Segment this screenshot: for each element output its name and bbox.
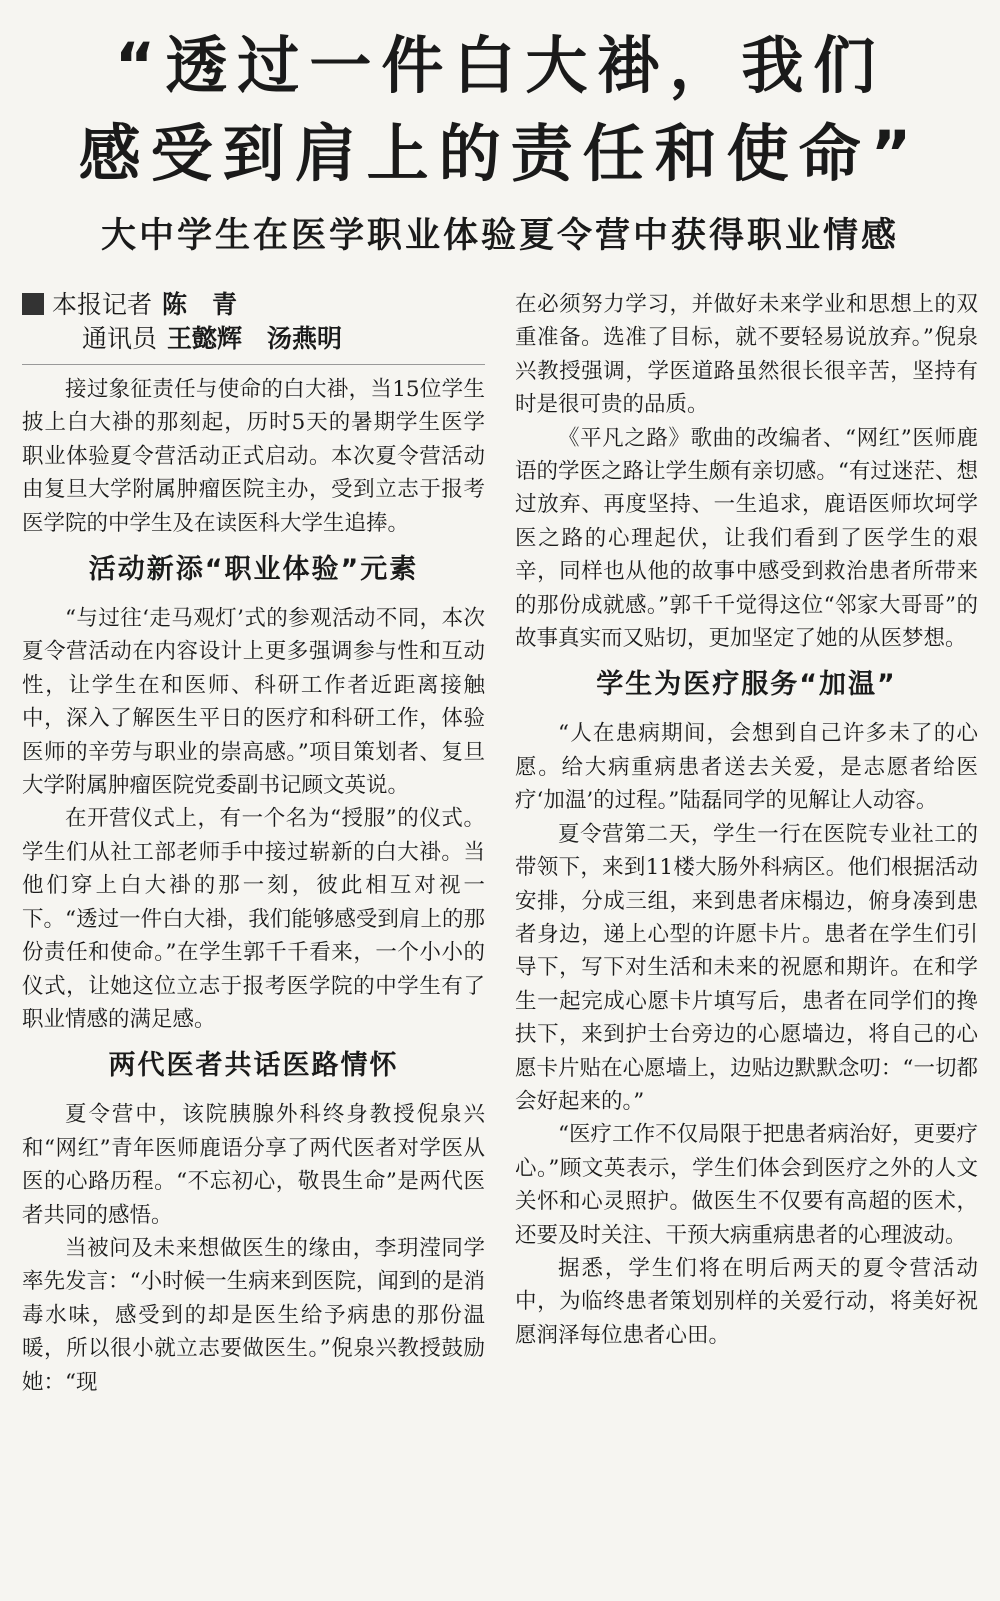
byline — [22, 288, 485, 365]
continued-paragraph: 在必须努力学习，并做好未来学业和思想上的双重准备。选准了目标，就不要轻易说放弃。”倪泉兴教授强调，学医道路虽然很长很辛苦，坚持有时是很可贵的品质。 — [515, 292, 978, 418]
subheadline: 大中学生在医学职业体验夏令营中获得职业情感 — [100, 216, 899, 256]
intro-paragraph: 接过象征责任与使命的白大褂，当15位学生披上白大褂的那刻起，历时5天的暑期学生医学职业体验夏令营活动正式启动。本次夏令营活动由复旦大学附属肿瘤医院主办，受到立志于报考医学院的中学生及在读医科大学生追捧。 — [22, 377, 485, 536]
correspondent-names: 王懿辉 汤燕明 — [167, 324, 343, 353]
reporter-name: 陈 青 — [162, 290, 238, 319]
section3-paragraph-2: 夏令营第二天，学生一行在医院专业社工的带领下，来到11楼大肠外科病区。他们根据活动安排，分成三组，来到患者床榻边，俯身凑到患者身边，递上心型的许愿卡片。患者在学生们引导下，写下对生活和未来的祝愿和期许。在和学生一起完成心愿卡片填写后，患者在同学们的搀扶下，来到护士台旁边的心愿墙边，将自己的心愿卡片贴在心愿墙上，边贴边默默念叨：“一切都会好起来的。” — [515, 821, 978, 1114]
reporter-label: 本报记者 — [52, 290, 153, 319]
correspondent-label: 通讯员 — [82, 324, 158, 353]
section1-paragraph-2: 在开营仪式上，有一个名为“授服”的仪式。学生们从社工部老师手中接过崭新的白大褂。当他们穿上白大褂的那一刻，彼此相互对视一下。“透过一件白大褂，我们能够感受到肩上的那份责任和使命。”在学生郭千千看来，一个小小的仪式，让她这位立志于报考医学院的中学生有了职业情感的满足感。 — [22, 806, 485, 1032]
headline-line-1: “透过一件白大褂，我们 — [114, 29, 886, 102]
section3-paragraph-1: “人在患病期间，会想到自己许多未了的心愿。给大病重病患者送去关爱，是志愿者给医疗‘加温’的过程。”陆磊同学的见解让人动容。 — [515, 721, 978, 814]
section-heading-1: 活动新添“职业体验”元素 — [88, 554, 419, 586]
section1-paragraph-1: “与过往‘走马观灯’式的参观活动不同，本次夏令营活动在内容设计上更多强调参与性和互动性，让学生在和医师、科研工作者近距离接触中，深入了解医生平日的医疗和科研工作，体验医师的辛劳与职业的崇高感。”项目策划者、复旦大学附属肿瘤医院党委副书记顾文英说。 — [22, 606, 485, 799]
headline — [22, 0, 978, 198]
right-column — [515, 288, 978, 1399]
byline-reporter — [22, 288, 485, 322]
headline-line-2: 感受到肩上的责任和使命” — [78, 117, 922, 190]
article-body — [22, 288, 978, 1399]
section2-paragraph-1: 夏令营中，该院胰腺外科终身教授倪泉兴和“网红”青年医师鹿语分享了两代医者对学医从医的心路历程。“不忘初心，敬畏生命”是两代医者共同的感悟。 — [22, 1102, 485, 1228]
section2-paragraph-3: 《平凡之路》歌曲的改编者、“网红”医师鹿语的学医之路让学生颇有亲切感。“有过迷茫、想过放弃、再度坚持、一生追求，鹿语医师坎坷学医之路的心理起伏，让我们看到了医学生的艰辛，同样也从他的故事中感受到救治患者所带来的那份成就感。”郭千千觉得这位“邻家大哥哥”的故事真实而又贴切，更加坚定了她的从医梦想。 — [515, 425, 978, 652]
section2-paragraph-2: 当被问及未来想做医生的缘由，李玥滢同学率先发言：“小时候一生病来到医院，闻到的是消毒水味，感受到的却是医生给予病患的那份温暖，所以很小就立志要做医生。”倪泉兴教授鼓励她：“现 — [22, 1235, 485, 1395]
section-heading-3: 学生为医疗服务“加温” — [596, 669, 897, 701]
left-column — [22, 288, 485, 1399]
section-heading-2: 两代医者共话医路情怀 — [108, 1050, 399, 1082]
section3-paragraph-3: “医疗工作不仅局限于把患者病治好，更要疗心。”顾文英表示，学生们体会到医疗之外的人文关怀和心灵照护。做医生不仅要有高超的医术，还要及时关注、干预大病重病患者的心理波动。 — [515, 1122, 978, 1248]
square-bullet-icon — [22, 293, 44, 315]
section3-paragraph-4: 据悉，学生们将在明后两天的夏令营活动中，为临终患者策划别样的关爱行动，将美好祝愿润泽每位患者心田。 — [515, 1255, 978, 1348]
byline-correspondent — [22, 322, 485, 356]
